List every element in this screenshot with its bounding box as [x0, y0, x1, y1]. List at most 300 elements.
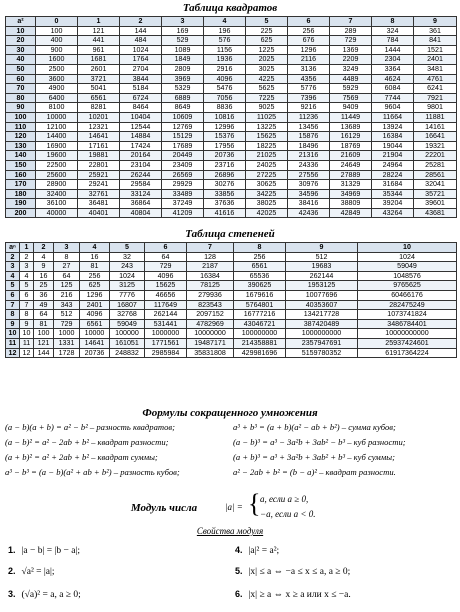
table-row	[6, 45, 457, 55]
table-cell: 10404	[120, 112, 162, 122]
table-cell: 10201	[78, 112, 120, 122]
table-cell: 1089	[162, 45, 204, 55]
table-cell: 22801	[78, 160, 120, 170]
table-cell: 3969	[162, 74, 204, 84]
table-row	[6, 112, 457, 122]
row-header: 170	[6, 180, 36, 190]
table-cell: 2097152	[187, 310, 234, 320]
table-cell: 37636	[204, 199, 246, 209]
table-row	[6, 252, 457, 262]
table-cell: 29241	[78, 180, 120, 190]
table-cell: 529	[162, 36, 204, 46]
table-cell: 5476	[204, 84, 246, 94]
table-cell: 18225	[246, 141, 288, 151]
table-cell: 9216	[288, 103, 330, 113]
column-header: 4	[204, 17, 246, 27]
column-header: 1	[20, 243, 34, 253]
table-cell: 21316	[288, 151, 330, 161]
row-header: 10	[6, 329, 20, 339]
table-cell: 1000000	[145, 329, 187, 339]
column-header: 5	[110, 243, 145, 253]
table-cell: 10000000000	[358, 329, 457, 339]
column-header: 10	[358, 243, 457, 253]
table-cell: 7776	[110, 290, 145, 300]
table-cell: 15376	[204, 132, 246, 142]
table-cell: 9	[20, 319, 34, 329]
table-cell: 34596	[288, 189, 330, 199]
column-header: 5	[246, 17, 288, 27]
property-5	[235, 566, 350, 577]
table-cell: 15625	[246, 132, 288, 142]
table-cell: 5	[20, 281, 34, 291]
table-cell: 59049	[358, 262, 457, 272]
table-cell: 282475249	[358, 300, 457, 310]
properties-title: Свойства модуля	[196, 526, 264, 536]
table-cell: 3125	[110, 281, 145, 291]
formula-right-3: (a + b)³ = a³ + 3a²b + 3ab² + b³ – куб суммы;	[233, 452, 395, 462]
table-cell: 1728	[54, 348, 80, 358]
table-cell: 43681	[414, 208, 457, 218]
table-cell: 4782969	[187, 319, 234, 329]
formula-right-1: a³ + b³ = (a + b)(a² − ab + b²) – сумма кубов;	[233, 422, 396, 432]
table-cell: 35831808	[187, 348, 234, 358]
table-cell: 11	[20, 338, 34, 348]
table-cell: 39601	[414, 199, 457, 209]
row-header: 11	[6, 338, 20, 348]
table-cell: 32400	[36, 189, 78, 199]
table-cell: 2916	[204, 64, 246, 74]
table-cell: 5929	[330, 84, 372, 94]
table-cell: 361	[414, 26, 457, 36]
table-cell: 41616	[204, 208, 246, 218]
table-row	[6, 208, 457, 218]
table-cell: 1444	[372, 45, 414, 55]
table-cell: 5159780352	[286, 348, 358, 358]
table-cell: 1048576	[358, 271, 457, 281]
table-cell: 22201	[414, 151, 457, 161]
table-cell: 4	[34, 252, 54, 262]
property-3	[8, 589, 81, 600]
table-cell: 24336	[288, 160, 330, 170]
table-cell: 24025	[246, 160, 288, 170]
table-cell: 121	[78, 26, 120, 36]
table-cell: 8100	[36, 103, 78, 113]
table-cell: 13924	[372, 122, 414, 132]
table-cell: 3486784401	[358, 319, 457, 329]
table-cell: 21609	[330, 151, 372, 161]
table-row	[6, 338, 457, 348]
modulus-case-2: −a, если a < 0.	[260, 509, 316, 519]
property-text: |x| ≥ a ⇔ x ≥ a или x ≤ −a.	[248, 590, 351, 600]
table-cell: 17161	[78, 141, 120, 151]
table-cell: 5776	[288, 84, 330, 94]
table-cell: 169	[162, 26, 204, 36]
column-header: 8	[372, 17, 414, 27]
table-cell: 216	[54, 290, 80, 300]
table-cell: 6889	[162, 93, 204, 103]
table-row	[6, 64, 457, 74]
table-cell: 121	[34, 338, 54, 348]
table-cell: 13225	[246, 122, 288, 132]
table-row	[6, 290, 457, 300]
row-header: 8	[6, 310, 20, 320]
table-cell: 2704	[120, 64, 162, 74]
table-cell: 25921	[78, 170, 120, 180]
table-cell: 28561	[414, 170, 457, 180]
table-cell: 31684	[372, 180, 414, 190]
table-cell: 1024	[120, 45, 162, 55]
formulas-title: Формулы сокращенного умножения	[142, 407, 318, 419]
table-cell: 3	[20, 262, 34, 272]
row-header: 2	[6, 252, 20, 262]
property-text: |x| ≤ a ⇔ −a ≤ x ≤ a, a ≥ 0;	[248, 567, 351, 577]
table-cell: 3481	[414, 64, 457, 74]
table-row	[6, 103, 457, 113]
table-cell: 13456	[288, 122, 330, 132]
table-cell: 16384	[372, 132, 414, 142]
row-header: 5	[6, 281, 20, 291]
table-cell: 11236	[288, 112, 330, 122]
table-cell: 10000	[80, 329, 110, 339]
table-cell: 9765625	[358, 281, 457, 291]
table-cell: 4096	[145, 271, 187, 281]
column-header: 6	[145, 243, 187, 253]
table-cell: 117649	[145, 300, 187, 310]
row-header: 130	[6, 141, 36, 151]
property-number: 1.	[8, 545, 16, 555]
table-cell: 32761	[78, 189, 120, 199]
table-cell: 23716	[204, 160, 246, 170]
table-row	[6, 160, 457, 170]
table-cell: 9	[34, 262, 54, 272]
table-row	[6, 348, 457, 358]
table-row	[6, 151, 457, 161]
column-header: 6	[288, 17, 330, 27]
table-cell: 1000	[54, 329, 80, 339]
table-cell: 17424	[120, 141, 162, 151]
table-cell: 12544	[120, 122, 162, 132]
table-cell: 4096	[80, 310, 110, 320]
table-cell: 3364	[372, 64, 414, 74]
table-cell: 16384	[187, 271, 234, 281]
table-cell: 2401	[80, 300, 110, 310]
table-cell: 1764	[120, 55, 162, 65]
table-cell: 6400	[36, 93, 78, 103]
table-cell: 18496	[288, 141, 330, 151]
table-cell: 33124	[120, 189, 162, 199]
table-cell: 12	[20, 348, 34, 358]
table-cell: 42436	[288, 208, 330, 218]
table-cell: 42025	[246, 208, 288, 218]
table-cell: 4096	[204, 74, 246, 84]
table-cell: 78125	[187, 281, 234, 291]
property-number: 3.	[8, 589, 16, 599]
table-cell: 4489	[330, 74, 372, 84]
table-cell: 13689	[330, 122, 372, 132]
table-cell: 144	[120, 26, 162, 36]
table-cell: 15625	[145, 281, 187, 291]
table-cell: 729	[145, 262, 187, 272]
table-cell: 20449	[162, 151, 204, 161]
table-cell: 3025	[246, 64, 288, 74]
row-header: 120	[6, 132, 36, 142]
table-cell: 27225	[246, 170, 288, 180]
row-header: 12	[6, 348, 20, 358]
modulus-case-1: a, если a ≥ 0,	[260, 494, 309, 504]
table-cell: 262144	[145, 310, 187, 320]
table-cell: 26244	[120, 170, 162, 180]
row-header: 40	[6, 55, 36, 65]
table-cell: 8836	[204, 103, 246, 113]
row-header: 20	[6, 36, 36, 46]
property-text: (√a)² = a, a ≥ 0;	[21, 590, 81, 600]
table-cell: 32041	[414, 180, 457, 190]
column-header: 2	[34, 243, 54, 253]
table-cell: 1936	[204, 55, 246, 65]
table-cell: 29584	[120, 180, 162, 190]
table-cell: 46656	[145, 290, 187, 300]
table-cell: 16129	[330, 132, 372, 142]
table-cell: 484	[120, 36, 162, 46]
property-6	[235, 589, 351, 600]
table-cell: 6561	[234, 262, 286, 272]
table-row	[6, 300, 457, 310]
table-cell: 19487171	[187, 338, 234, 348]
table-cell: 30976	[288, 180, 330, 190]
row-header: 10	[6, 26, 36, 36]
table-cell: 279936	[187, 290, 234, 300]
table-cell: 262144	[286, 271, 358, 281]
table-cell: 40804	[120, 208, 162, 218]
row-header: 180	[6, 189, 36, 199]
table-cell: 35344	[372, 189, 414, 199]
table-cell: 12996	[204, 122, 246, 132]
table-cell: 4	[20, 271, 34, 281]
table-cell: 64	[34, 310, 54, 320]
table-cell: 100	[34, 329, 54, 339]
table-cell: 32768	[110, 310, 145, 320]
table-cell: 2187	[187, 262, 234, 272]
table-cell: 784	[372, 36, 414, 46]
table-row	[6, 180, 457, 190]
table-cell: 61917364224	[358, 348, 457, 358]
table-cell: 144	[34, 348, 54, 358]
table-cell: 3249	[330, 64, 372, 74]
table-cell: 9025	[246, 103, 288, 113]
table-row	[6, 262, 457, 272]
table-cell: 343	[54, 300, 80, 310]
table-cell: 729	[330, 36, 372, 46]
table-cell: 10	[20, 329, 34, 339]
table-cell: 25281	[414, 160, 457, 170]
table-cell: 31329	[330, 180, 372, 190]
table-cell: 8	[20, 310, 34, 320]
row-header: 7	[6, 300, 20, 310]
property-4	[235, 545, 279, 556]
property-2	[8, 566, 55, 577]
table-cell: 23409	[162, 160, 204, 170]
table-cell: 1369	[330, 45, 372, 55]
table-cell: 2025	[246, 55, 288, 65]
table-cell: 39204	[372, 199, 414, 209]
row-header: 6	[6, 290, 20, 300]
table-cell: 2401	[414, 55, 457, 65]
table-cell: 676	[288, 36, 330, 46]
table-cell: 10609	[162, 112, 204, 122]
table-cell: 7	[20, 300, 34, 310]
table-cell: 1296	[80, 290, 110, 300]
table-cell: 81	[34, 319, 54, 329]
table-row	[6, 122, 457, 132]
table-cell: 9604	[372, 103, 414, 113]
table-cell: 42849	[330, 208, 372, 218]
table-cell: 100000000	[234, 329, 286, 339]
row-header: 30	[6, 45, 36, 55]
column-header: 7	[187, 243, 234, 253]
table-cell: 512	[54, 310, 80, 320]
table-cell: 60466176	[358, 290, 457, 300]
modulus-title: Модуль числа	[130, 502, 198, 514]
table-cell: 6084	[372, 84, 414, 94]
table-cell: 19683	[286, 262, 358, 272]
property-number: 4.	[235, 545, 243, 555]
formula-left-1: (a − b)(a + b) = a² − b² – разность квадратов;	[5, 422, 175, 432]
table-cell: 14161	[414, 122, 457, 132]
table-cell: 1771561	[145, 338, 187, 348]
table-cell: 1849	[162, 55, 204, 65]
table-cell: 25	[34, 281, 54, 291]
table-cell: 15129	[162, 132, 204, 142]
table-cell: 1331	[54, 338, 80, 348]
formula-right-2: (a − b)³ = a³ − 3a²b + 3ab² − b³ – куб разности;	[233, 437, 406, 447]
table-cell: 22500	[36, 160, 78, 170]
table-cell: 30276	[204, 180, 246, 190]
table-cell: 900	[36, 45, 78, 55]
table-cell: 6561	[80, 319, 110, 329]
table-cell: 25937424601	[358, 338, 457, 348]
table-cell: 12769	[162, 122, 204, 132]
table-cell: 32	[110, 252, 145, 262]
table-cell: 33489	[162, 189, 204, 199]
table-cell: 64	[54, 271, 80, 281]
table-cell: 43264	[372, 208, 414, 218]
table-cell: 1024	[358, 252, 457, 262]
table-cell: 2	[20, 252, 34, 262]
table-cell: 16	[34, 271, 54, 281]
table-cell: 20164	[120, 151, 162, 161]
table-cell: 4225	[246, 74, 288, 84]
table-cell: 37249	[162, 199, 204, 209]
table-row	[6, 84, 457, 94]
table-row	[6, 281, 457, 291]
table-cell: 11449	[330, 112, 372, 122]
table-row	[6, 26, 457, 36]
table-cell: 40353607	[286, 300, 358, 310]
table-cell: 2116	[288, 55, 330, 65]
table-cell: 20736	[80, 348, 110, 358]
table-cell: 248832	[110, 348, 145, 358]
table-cell: 14400	[36, 132, 78, 142]
table-row	[6, 93, 457, 103]
table-cell: 81	[80, 262, 110, 272]
table-cell: 20736	[204, 151, 246, 161]
table-cell: 27889	[330, 170, 372, 180]
table-row	[6, 319, 457, 329]
row-header: 190	[6, 199, 36, 209]
table-cell: 1156	[204, 45, 246, 55]
table-cell: 161051	[110, 338, 145, 348]
table-cell: 36864	[120, 199, 162, 209]
table-cell: 14884	[120, 132, 162, 142]
table-cell: 3844	[120, 74, 162, 84]
table-cell: 11025	[246, 112, 288, 122]
table-cell: 134217728	[286, 310, 358, 320]
table-cell: 1073741824	[358, 310, 457, 320]
table-cell: 7744	[372, 93, 414, 103]
formula-left-4: a³ − b³ = (a − b)(a² + ab + b²) – разность кубов;	[5, 467, 180, 477]
table-cell: 1225	[246, 45, 288, 55]
table-cell: 2809	[162, 64, 204, 74]
table-cell: 16777216	[234, 310, 286, 320]
table-cell: 625	[246, 36, 288, 46]
table-cell: 10816	[204, 112, 246, 122]
table-cell: 33856	[204, 189, 246, 199]
table-cell: 30625	[246, 180, 288, 190]
table-cell: 256	[234, 252, 286, 262]
table-cell: 7921	[414, 93, 457, 103]
table-cell: 512	[286, 252, 358, 262]
row-header: 50	[6, 64, 36, 74]
table-cell: 961	[78, 45, 120, 55]
table-cell: 12321	[78, 122, 120, 132]
table-row	[6, 189, 457, 199]
table-row	[6, 55, 457, 65]
table-cell: 17956	[204, 141, 246, 151]
table-cell: 36481	[78, 199, 120, 209]
column-header: 0	[36, 17, 78, 27]
table-cell: 38025	[246, 199, 288, 209]
table-cell: 19600	[36, 151, 78, 161]
property-text: √a² = |a|;	[21, 567, 55, 577]
table-cell: 576	[204, 36, 246, 46]
table-cell: 49	[34, 300, 54, 310]
table-cell: 1000000000	[286, 329, 358, 339]
formula-left-3: (a + b)² = a² + 2ab + b² – квадрат суммы;	[5, 452, 158, 462]
table-cell: 34969	[330, 189, 372, 199]
table-cell: 41209	[162, 208, 204, 218]
table-cell: 24649	[330, 160, 372, 170]
table-row	[6, 74, 457, 84]
table-cell: 10077696	[286, 290, 358, 300]
column-header: 4	[80, 243, 110, 253]
table-cell: 400	[36, 36, 78, 46]
table-cell: 1679616	[234, 290, 286, 300]
table-cell: 35721	[414, 189, 457, 199]
table-cell: 214358881	[234, 338, 286, 348]
squares-table-title: Таблица квадратов	[182, 2, 278, 14]
table-cell: 3600	[36, 74, 78, 84]
table-cell: 8	[54, 252, 80, 262]
row-header: 110	[6, 122, 36, 132]
row-header: 3	[6, 262, 20, 272]
table-cell: 40000	[36, 208, 78, 218]
row-header: 160	[6, 170, 36, 180]
row-header: 80	[6, 93, 36, 103]
row-header: 90	[6, 103, 36, 113]
row-header: 70	[6, 84, 36, 94]
table-cell: 2304	[372, 55, 414, 65]
table-cell: 225	[246, 26, 288, 36]
